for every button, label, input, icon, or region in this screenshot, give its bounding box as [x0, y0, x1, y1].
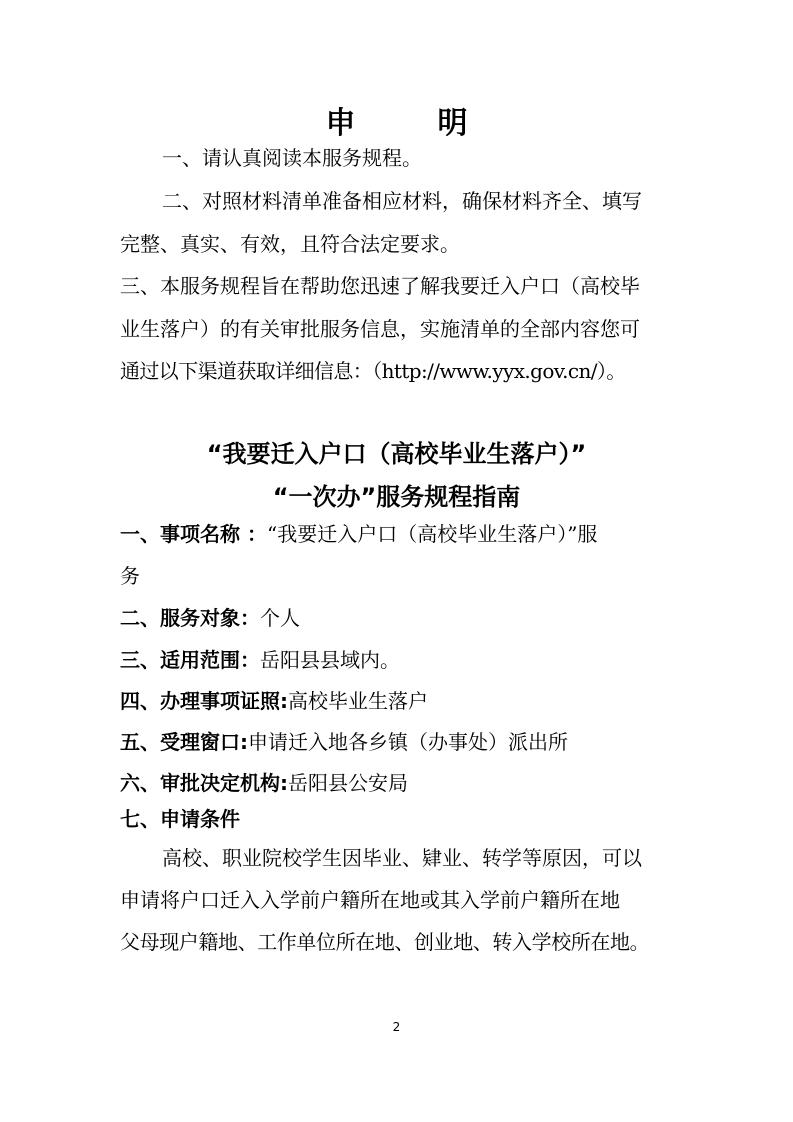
conditions-line-2: 申请将户口迁入入学前户籍所在地或其入学前户籍所在地	[120, 888, 620, 912]
guide-title-line1: “我要迁入户口（高校毕业生落户）”	[206, 440, 587, 468]
guide-title-line2: “一次办”服务规程指南	[272, 483, 521, 511]
guide-item-window	[120, 732, 680, 752]
declaration-item-2-cont: 完整、真实、有效，且符合法定要求。	[120, 232, 460, 256]
declaration-item-1: 一、请认真阅读本服务规程。	[162, 146, 422, 170]
item-authority-label: 六、审批决定机构:	[120, 771, 288, 795]
guide-item-name	[120, 524, 680, 544]
item-target-value: 个人	[260, 606, 300, 630]
item-authority-value: 岳阳县公安局	[288, 771, 408, 795]
declaration-item-3-cont2: 通过以下渠道获取详细信息：（http://www.yyx.gov.cn/）。	[120, 359, 626, 383]
declaration-item-2: 二、对照材料清单准备相应材料，确保材料齐全、填写	[162, 189, 642, 213]
item-window-label: 五、受理窗口:	[120, 730, 248, 754]
guide-item-target	[120, 608, 680, 628]
guide-item-authority	[120, 773, 680, 793]
item-license-label: 四、办理事项证照:	[120, 689, 288, 713]
item-scope-label: 三、适用范围：	[120, 648, 260, 672]
guide-item-name-cont: 务	[120, 564, 140, 588]
item-license-value: 高校毕业生落户	[288, 689, 428, 713]
conditions-line-3: 父母现户籍地、工作单位所在地、创业地、转入学校所在地。	[120, 930, 650, 954]
item-name-value: “我要迁入户口（高校毕业生落户）”服	[266, 522, 598, 546]
conditions-line-1: 高校、职业院校学生因毕业、肄业、转学等原因，可以	[162, 846, 642, 870]
item-target-label: 二、服务对象：	[120, 606, 260, 630]
item-scope-value: 岳阳县县域内。	[260, 648, 400, 672]
page-number: 2	[392, 1020, 401, 1034]
guide-item-license	[120, 691, 680, 711]
declaration-item-3-cont1: 业生落户）的有关审批服务信息，实施清单的全部内容您可	[120, 317, 640, 341]
guide-item-conditions-heading: 七、申请条件	[120, 807, 240, 831]
guide-item-scope	[120, 650, 680, 670]
item-name-label: 一、事项名称 ：	[120, 522, 267, 546]
declaration-item-3: 三、本服务规程旨在帮助您迅速了解我要迁入户口（高校毕	[120, 274, 640, 298]
item-window-value: 申请迁入地各乡镇（办事处）派出所	[248, 730, 568, 754]
declaration-title: 申 明	[325, 106, 494, 141]
